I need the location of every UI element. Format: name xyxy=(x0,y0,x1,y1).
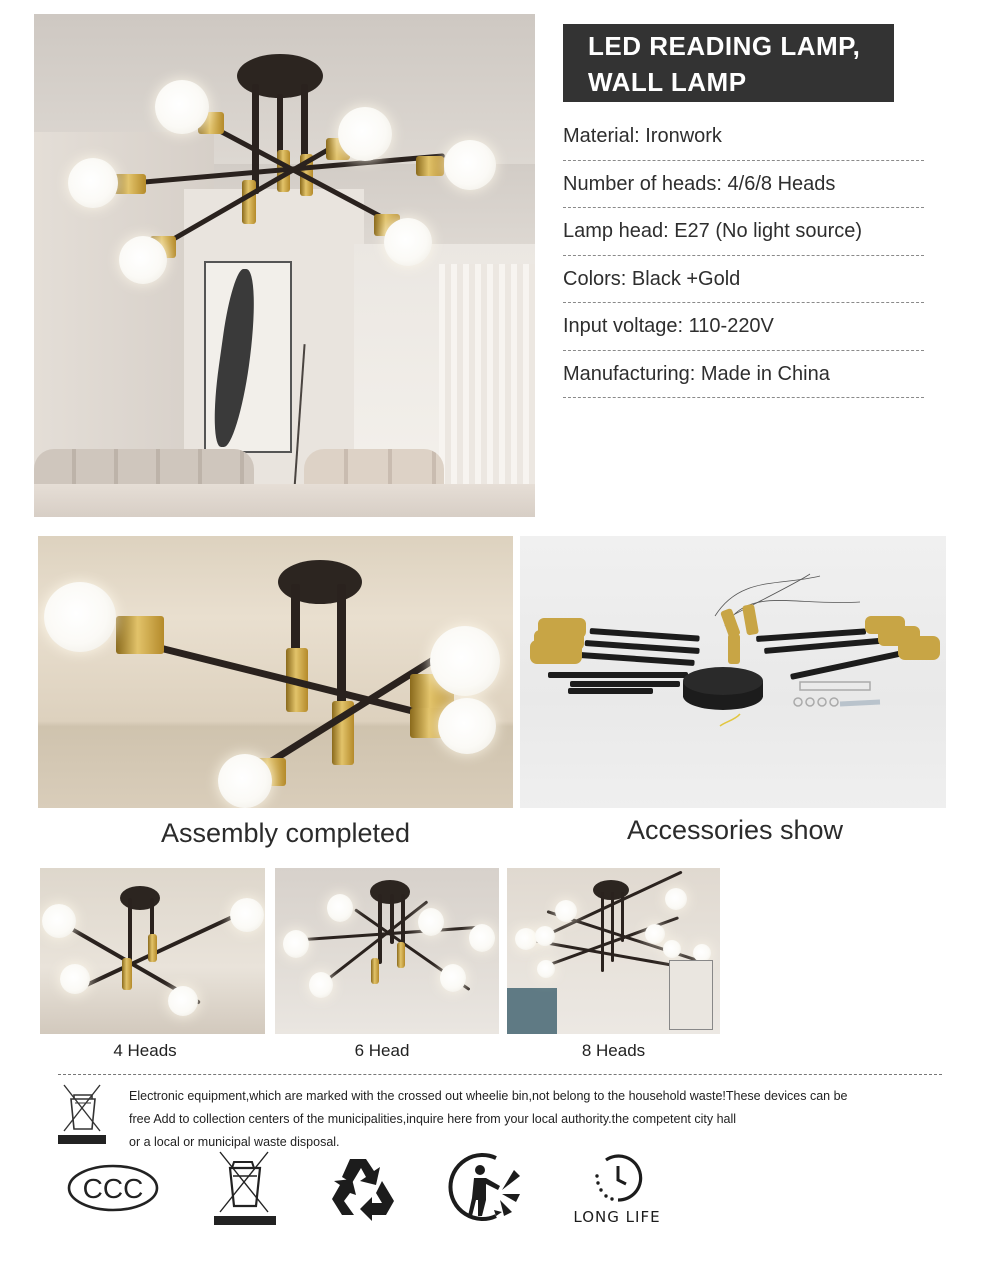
lamp-down-rod xyxy=(601,892,604,972)
lamp-canopy xyxy=(120,886,160,910)
caption-assembly-completed: Assembly completed xyxy=(160,818,411,848)
bulb xyxy=(230,898,264,932)
bulb xyxy=(60,964,90,994)
variant-6-heads-photo xyxy=(275,868,499,1034)
section-divider xyxy=(58,1074,942,1075)
spec-list xyxy=(563,113,924,398)
sofa-seat xyxy=(34,484,535,517)
bulb xyxy=(555,900,577,922)
window xyxy=(507,988,557,1034)
long-life-icon xyxy=(570,1150,666,1230)
spec-material: Material: Ironwork xyxy=(563,113,924,161)
bulb xyxy=(645,924,665,944)
bulb xyxy=(155,80,209,134)
lamp-gold-sleeve xyxy=(397,942,405,968)
svg-text:CCC: CCC xyxy=(82,1173,144,1204)
bulb xyxy=(418,908,444,936)
weee-bin-icon xyxy=(212,1150,278,1226)
spec-colors: Colors: Black +Gold xyxy=(563,256,924,304)
variant-4-heads-photo xyxy=(40,868,265,1034)
notice-line-3: or a local or municipal waste disposal. xyxy=(129,1135,340,1149)
bulb xyxy=(168,986,198,1016)
bulb xyxy=(440,964,466,992)
lamp-down-rod xyxy=(252,84,259,194)
product-title-box xyxy=(563,24,894,102)
curtain xyxy=(439,264,535,504)
hero-product-photo xyxy=(34,14,535,517)
product-title-line-2: WALL LAMP xyxy=(588,67,747,97)
accessories-illustration xyxy=(520,536,946,808)
bulb xyxy=(515,928,537,950)
spec-manufacturing: Manufacturing: Made in China xyxy=(563,351,924,399)
bulb xyxy=(218,754,272,808)
bulb xyxy=(338,107,392,161)
triman-icon xyxy=(448,1150,524,1224)
bulb xyxy=(327,894,353,922)
bulb xyxy=(444,140,496,190)
lamp-gold-sleeve xyxy=(122,958,132,990)
recycle-icon xyxy=(328,1155,398,1223)
bulb xyxy=(665,888,687,910)
caption-accessories-show: Accessories show xyxy=(626,815,844,845)
lamp-gold-sleeve xyxy=(148,934,157,962)
bulb xyxy=(44,582,116,652)
svg-text:LONG LIFE: LONG LIFE xyxy=(573,1208,661,1226)
bulb xyxy=(309,972,333,998)
wall-art-wave xyxy=(207,269,262,447)
lamp-socket xyxy=(416,156,444,176)
disposal-notice xyxy=(129,1085,939,1154)
product-title-line-1: LED READING LAMP, xyxy=(588,31,861,61)
bulb xyxy=(119,236,167,284)
bulb xyxy=(430,626,500,696)
notice-line-1: Electronic equipment,which are marked with the crossed out wheelie bin,not belong to the household waste!These devices can be xyxy=(129,1089,848,1103)
lamp-gold-sleeve xyxy=(371,958,379,984)
bulb xyxy=(384,218,432,266)
variant-label-4-heads: 4 Heads xyxy=(113,1041,177,1060)
bulb xyxy=(469,924,495,952)
cat-poster xyxy=(669,960,713,1030)
lamp-canopy xyxy=(237,54,323,98)
bulb xyxy=(42,904,76,938)
accessories-photo xyxy=(520,536,946,808)
bulb xyxy=(537,960,555,978)
variant-label-8-heads: 8 Heads xyxy=(581,1041,646,1060)
bulb xyxy=(663,940,681,958)
variant-label-6-head: 6 Head xyxy=(354,1041,410,1060)
spec-input-voltage: Input voltage: 110-220V xyxy=(563,303,924,351)
spec-number-of-heads: Number of heads: 4/6/8 Heads xyxy=(563,161,924,209)
notice-line-2: free Add to collection centers of the municipalities,inquire here from your local authority.the competent city hall xyxy=(129,1112,737,1126)
ccc-certification-icon xyxy=(66,1163,160,1213)
weee-bin-icon-small xyxy=(58,1083,108,1145)
lamp-socket xyxy=(114,174,146,194)
lamp-down-rod xyxy=(150,898,154,938)
wall-art xyxy=(204,261,292,453)
lamp-socket xyxy=(116,616,164,654)
bulb xyxy=(535,926,555,946)
variant-8-heads-photo xyxy=(507,868,720,1034)
bulb xyxy=(68,158,118,208)
assembly-completed-photo xyxy=(38,536,513,808)
lamp-gold-sleeve xyxy=(242,180,256,224)
bulb xyxy=(283,930,309,958)
spec-lamp-head: Lamp head: E27 (No light source) xyxy=(563,208,924,256)
bulb xyxy=(438,698,496,754)
